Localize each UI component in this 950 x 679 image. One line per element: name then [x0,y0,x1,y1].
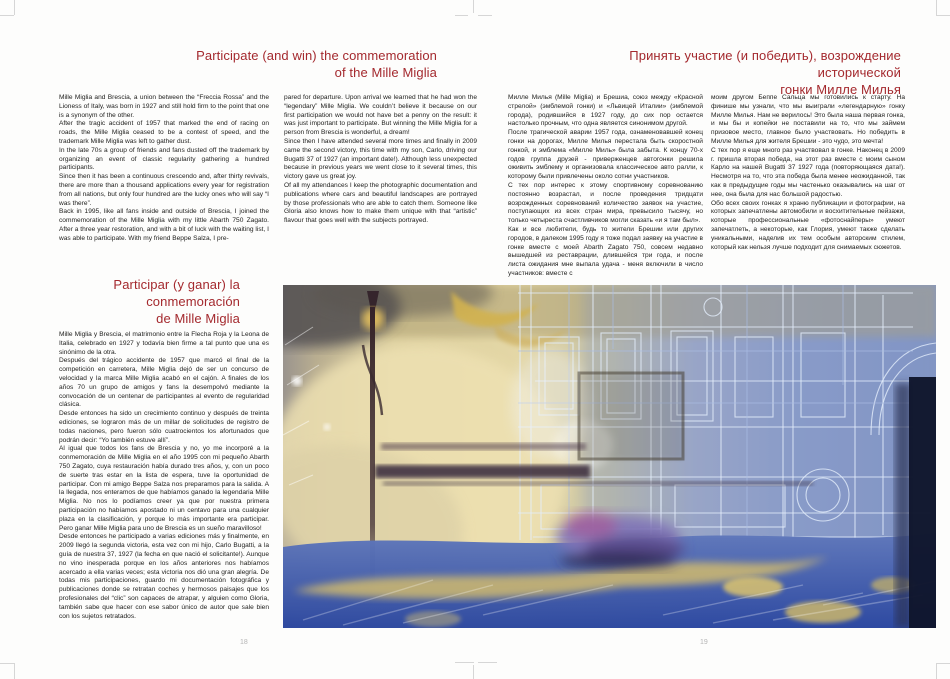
paragraph: In the late 70s a group of friends and fans dusted off the trademark by organizing an event of classic regularity gathering a hundred participants. [59,146,269,172]
fold-mark-bottom-vertical [473,665,474,679]
paragraph: Милле Милья (Mille Miglia) и Брешиа, союз между «Красной стрелой» (эмблемой гонки) и «Львицей Италии» (эмблемой города), родившийся в 1927 году, до сих пор остается настолько прочным, что одна является синонимом другой. [508,94,703,128]
paragraph: Al igual que todos los fans de Brescia y no, yo me incorporé a la conmemoración de Mille Miglia en el año 1995 con mi pequeño Abarth 750 Zagato, cuya restauración había durado tres años, y, con un poco de suerte tras estar en la lista de espera, tuve la oportunidad de participar. Con mi amigo Beppe Salza nos preparamos para la salida. A la llegada, nos enteramos de que habíamos ganado la legendaria Mille Miglia. No nos lo podíamos creer ya que por nuestra primera participación no habíamos apostado ni un centavo para una cualquier plaza en la clasificación, y porque lo más importante era participar. Pero ganar Mille Miglia para uno de Brescia es un sueño maravilloso! [59,445,269,532]
paragraph: Of all my attendances I keep the photographic documentation and publications where cars and beautiful landscapes are portrayed by those professionals who are able to catch them. Someone like Gloria also knows how to make them unique with that “artistic” flavour that goes well with the subjects portrayed. [284,181,477,225]
paragraph: Desde entonces ha sido un crecimiento continuo y después de treinta ediciones, se lograron más de un millar de solicitudes de registro de todas naciones, pero fueron sólo cuatrocientos los afortunados que podrán decir: “Yo también estuve allí”. [59,410,269,444]
crop-mark-bottom-right-vertical [936,663,937,679]
heading-line: Принять участие (и победить), возрождение исторической [629,48,901,80]
fold-mark-bottom-dash-left [455,662,474,663]
paragraph: Обо всех своих гонках я храню публикации и фотографии, на которых запечатлены автомобили и восхитительные пейзажи, которые профессиональные «фотоснайперы» умеют запечатлеть, а некоторые, как Глория, умеют также сделать уникальными, наделив их тем особым авторским стилем, который как нельзя лучше подходит для снимаемых сюжетов. [711,199,905,251]
crop-mark-bottom-left-vertical [14,663,15,679]
paragraph: Mille Miglia and Brescia, a union between the “Freccia Rossa” and the Lioness of Italy, was born in 1927 and still hold firm to the point that one is a synonym of the other. [59,94,269,119]
heading-line: Participar (y ganar) la conmemoración [113,277,240,309]
paragraph: Since then it has been a continuous crescendo and, after thirty revivals, there are more than a thousand applications every year for registration from all nations, but only four hundred are the lucky ones who will say “I was there”. [59,173,269,207]
text-column-spanish [59,331,269,621]
fold-mark-top-vertical [473,0,474,13]
heading-line: de Mille Miglia [156,311,240,326]
crop-mark-top-left-vertical [14,0,15,15]
fold-mark-bottom-dash-right [478,662,497,663]
artwork-image [283,285,936,628]
crop-mark-top-right-vertical [936,0,937,15]
heading-russian [561,47,901,98]
paragraph: моим другом Беппе Сальца мы готовились к старту. На финише мы узнали, что мы выиграли «легендарную» гонку Милле Милья. Нам не верилось! Это была наша первая гонка, и мы бы и копейки не поставили на то, что мы займем призовое место, главное было участвовать. Но победить в Милле Милья для жителя Брешии - это чудо, это мечта! [711,94,905,145]
crop-mark-bottom-right-horizontal [936,663,950,664]
text-column-english-1 [59,94,269,244]
paragraph: Since then I have attended several more times and finally in 2009 came the second victory, this time with my son, Carlo, driving our Bugatti 37 of 1927 (an important date!). Although less unexpected because in previous years we went close to it several times, this victory gave us great joy. [284,137,477,181]
heading-english [137,47,437,81]
text-column-english-2 [284,94,477,226]
heading-line: of the Mille Miglia [334,65,437,80]
heading-line: Participate (and win) the commemoration [196,48,437,63]
paragraph: С тех пор я еще много раз участвовал в гонке. Наконец в 2009 г. пришла вторая победа, на этот раз вместе с моим сыном Карло на нашей Bugatti 37 1927 года (повторяющаяся дата!). Несмотря на то, что эта победа была менее неожиданной, так как в предыдущие годы мы частенько оказывались на шаг от нее, она была для нас большой радостью. [711,146,905,198]
crop-mark-top-left-horizontal [0,15,14,16]
paragraph: Как и все любители, будь то жители Брешии или других городов, в далеком 1995 году я тоже подал заявку на участие в гонке вместе с моей Abarth Zagato 750, совсем недавно вышедшей из реставрации, длившейся три года, и после листа ожидания мне выпала удача - меня включили в число участников: вместе с [508,225,703,277]
paragraph: After the tragic accident of 1957 that marked the end of racing on roads, the Mille Miglia ceased to be a contest of speed, and the trademark Mille Miglia was left to gather dust. [59,120,269,145]
text-column-russian-1 [508,94,703,279]
paragraph: Back in 1995, like all fans inside and outside of Brescia, I joined the commemoration of the Mille Miglia with my little Abarth 750 Zagato. After a three year restoration, and with a bit of luck with the waiting list, I was able to participate. With my friend Beppe Salza, I pre- [59,208,269,242]
fold-mark-top-dash-right [478,15,492,16]
paragraph: pared for departure. Upon arrival we learned that he had won the “legendary” Mille Miglia. We couldn’t believe it because on our first participation we would not have bet a penny on the result: it was just important to participate. But winning the Mille Miglia for a person from Brescia is wonderful, a dream! [284,94,477,137]
crop-mark-bottom-left-horizontal [0,663,14,664]
paragraph: Mille Miglia y Brescia, el matrimonio entre la Flecha Roja y la Leona de Italia, celebrado en 1927 y todavía bien firme a tal punto que una es sinónimo de la otra. [59,331,269,356]
text-column-russian-2 [711,94,905,252]
heading-spanish [40,276,240,327]
heading-line: гонки Милле Милья [780,82,901,97]
paragraph: После трагической аварии 1957 года, ознаменовавшей конец гонки на дорогах, Милле Милья перестала быть скоростной гонкой, и эмблема «Милле Миль» была забыта. К концу 70-х годов группа друзей - приверженцев автогонки решила оживить эмблему и организовала классическое авто ралли, к которому были привлечены около сотни участников. [508,129,703,181]
paragraph: С тех пор интерес к этому спортивному соревнованию постоянно возрастал, и после проведения тридцати возрожденных соревнований количество заявок на участие, поступающих из всех стран мира, превысило тысячу, но только четыреста счастливчиков могли сказать «и я там был». [508,181,703,225]
fold-mark-top-dash-left [455,15,468,16]
paragraph: Después del trágico accidente de 1957 que marcó el final de la competición en carretera, Mille Miglia dejó de ser un concurso de velocidad y la marca Mille Miglia acabó en el cajón. A finales de los años 70 un grupo de amigos y fans la desempolvó mediante la convocación de un centenar de participantes al evento de regularidad clásica. [59,357,269,409]
paragraph: Desde entonces he participado a varias ediciones más y finalmente, en 2009 llegó la segunda victoria, esta vez con mi hijo, Carlo Bugatti, a la guía de nuestra 37, 1927 (la fecha en que nació el solicitante!). Aunque no vino inesperada porque en los años anteriores nos habíamos acercado a ella varias veces; esta victoria nos dió una gran alegría. De todas mis participaciones, guardo mi documentación fotográfica y publicaciones donde se retratan coches y hermosos paisajes que los profesionales del “clic” son capaces de atrapar, y alguien como Gloria, también sabe que hacer con ese sabor único de autor que sale bien con los sujetos retratados. [59,533,269,620]
page-number-left: 18 [240,639,248,646]
crop-mark-top-right-horizontal [936,15,950,16]
page-number-right: 19 [700,639,708,646]
